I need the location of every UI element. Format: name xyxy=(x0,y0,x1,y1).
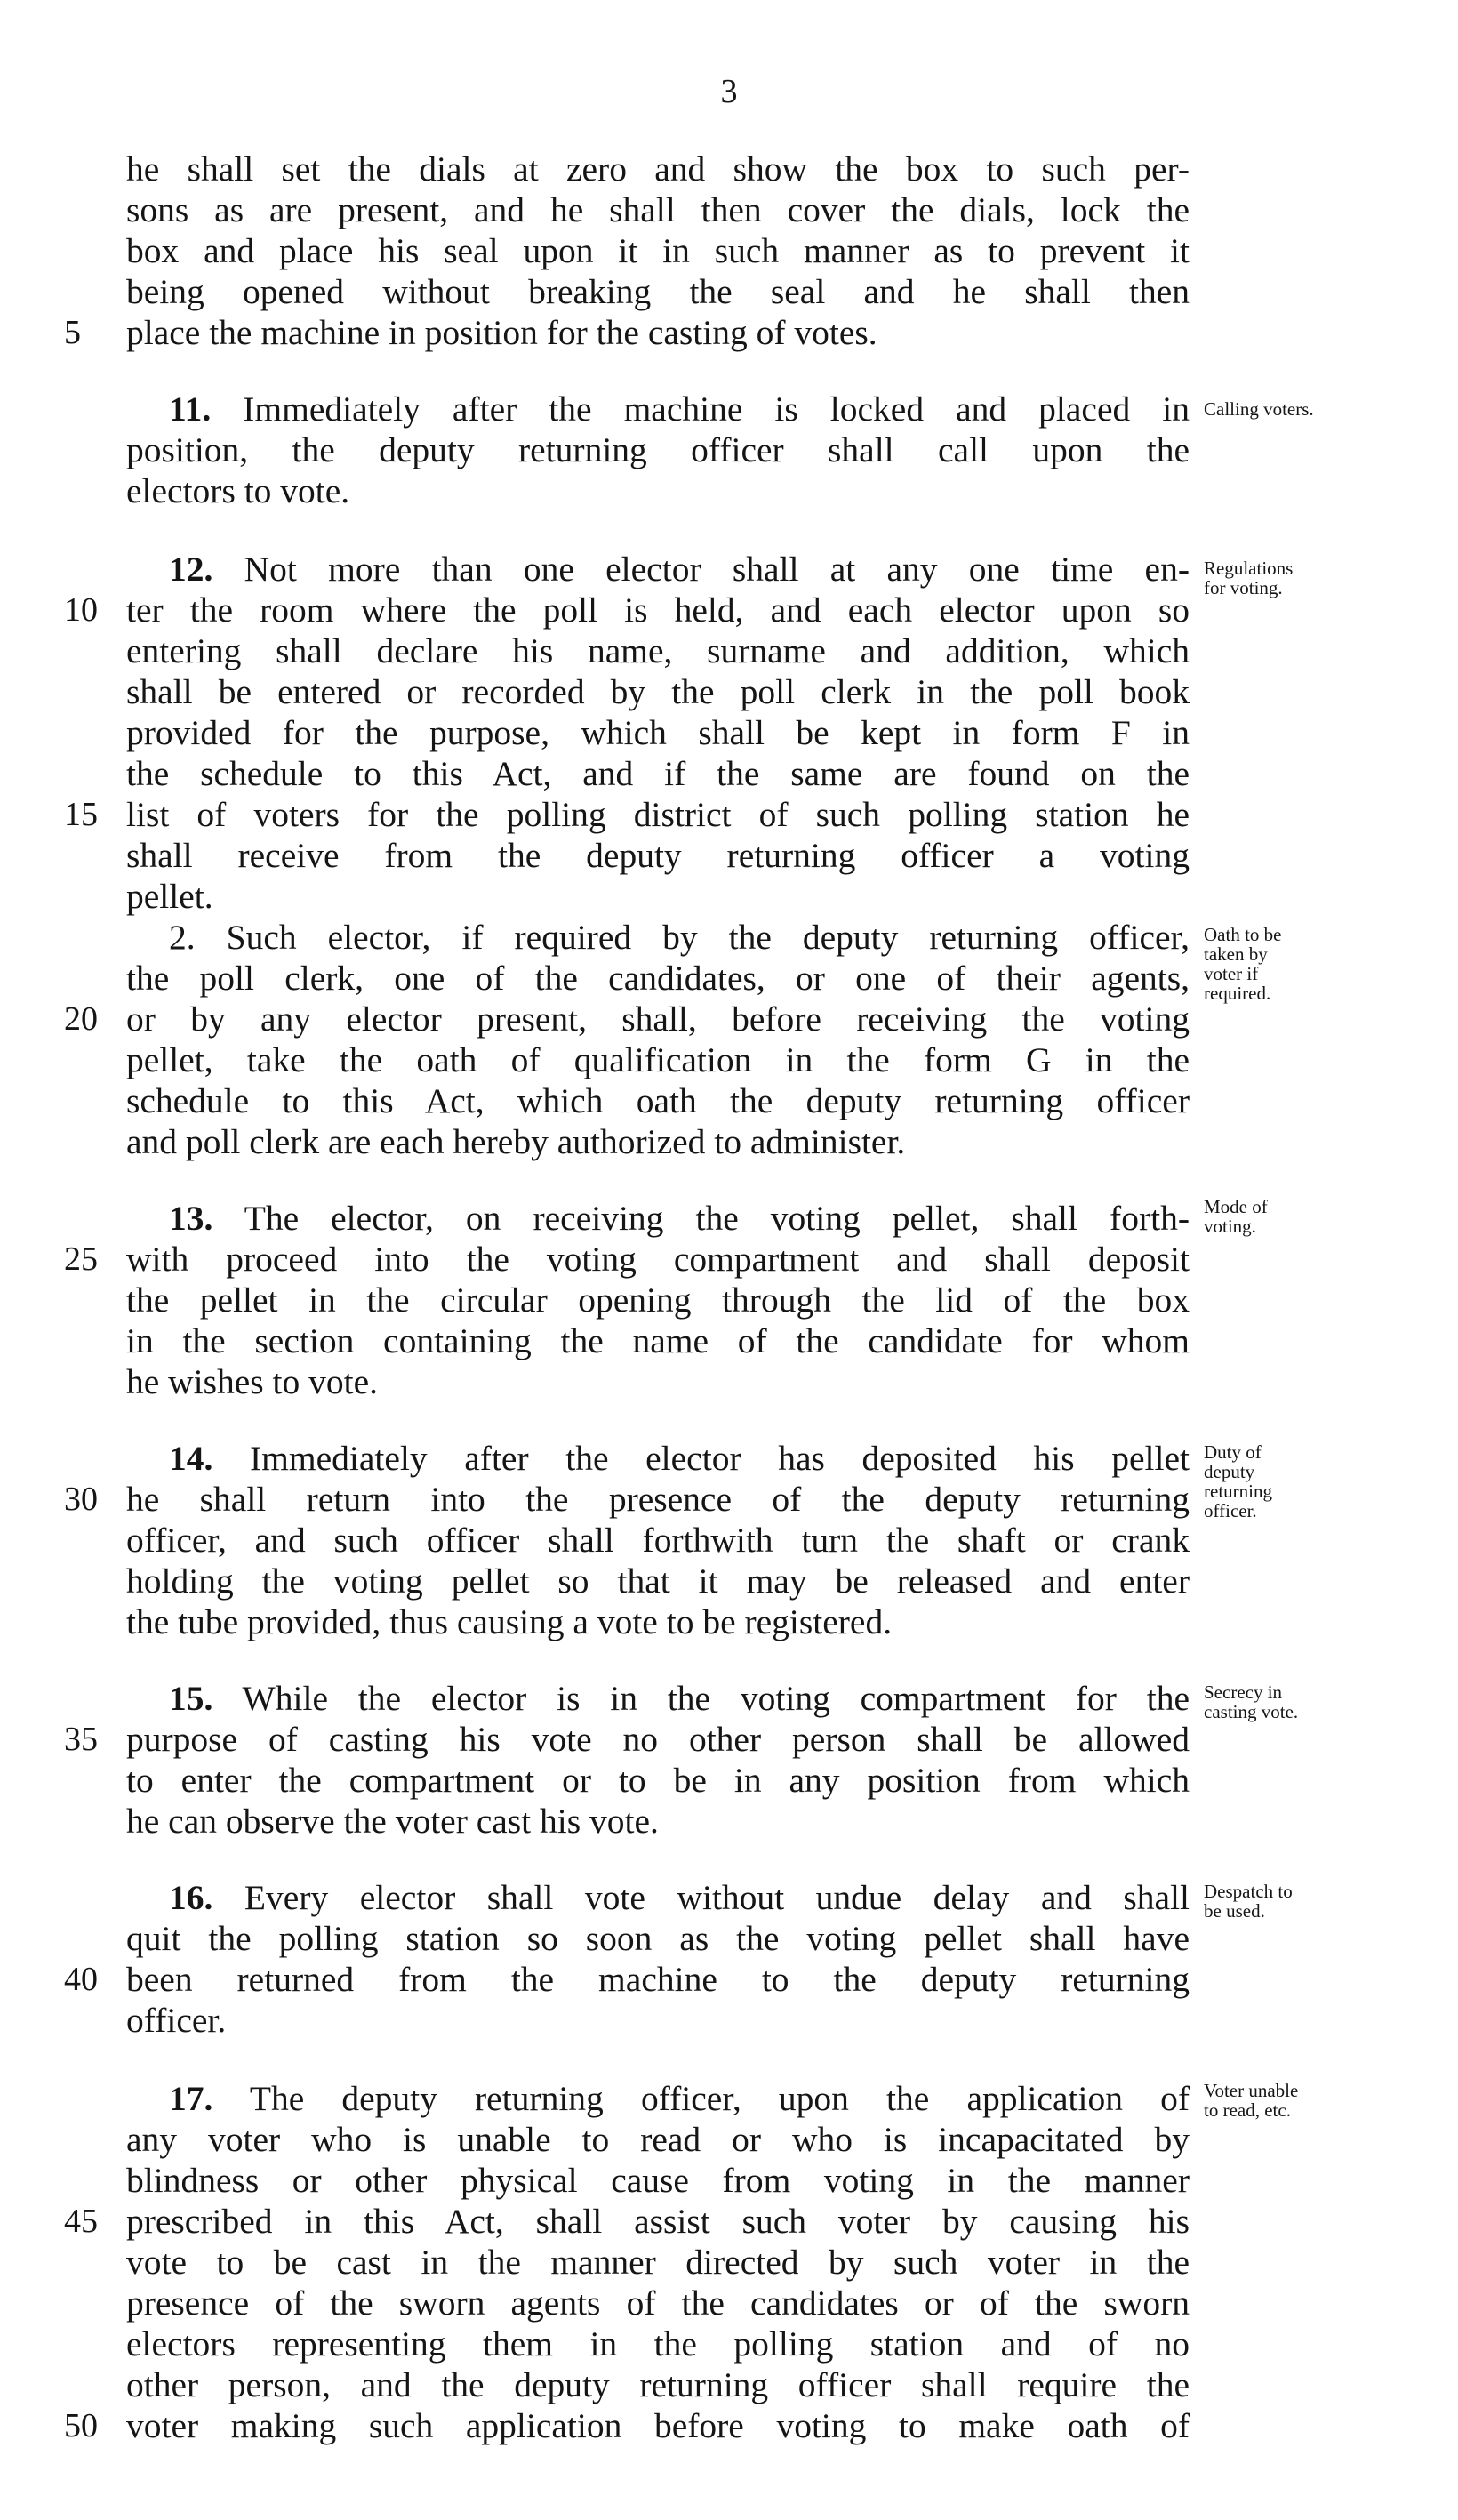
margin-note-line: taken by xyxy=(1204,943,1268,965)
text-line: While the elector is in the voting compartment for the xyxy=(242,1679,1190,1718)
line-number: 15 xyxy=(64,796,98,833)
text-line: Every elector shall vote without undue delay and shall xyxy=(244,1878,1190,1917)
text-line: any voter who is unable to read or who is incapacitated by xyxy=(126,2120,1190,2159)
text-line: holding the voting pellet so that it may be released and enter xyxy=(126,1561,1190,1601)
text-line: other person, and the deputy returning officer shall require the xyxy=(126,2365,1190,2404)
text-line: shall be entered or recorded by the poll clerk in the poll book xyxy=(126,672,1190,711)
text-line: to enter the compartment or to be in any position from which xyxy=(126,1761,1190,1800)
margin-note-line: casting vote. xyxy=(1204,1701,1299,1722)
text-line: Immediately after the machine is locked and placed in xyxy=(243,389,1190,429)
text-line: the tube provided, thus causing a vote to be registered. xyxy=(126,1602,893,1641)
text-line: being opened without breaking the seal and he shall then xyxy=(126,272,1190,311)
line-number: 30 xyxy=(64,1481,98,1518)
line-number: 25 xyxy=(64,1240,98,1278)
text-line: he shall set the dials at zero and show the box to such per- xyxy=(126,149,1190,189)
text-line: or by any elector present, shall, before receiving the voting xyxy=(126,999,1190,1039)
text-line: box and place his seal upon it in such manner as to prevent it xyxy=(126,231,1190,270)
margin-note-secrecy xyxy=(1204,1682,1453,1721)
line-number: 20 xyxy=(64,1000,98,1038)
section-number: 12. xyxy=(169,550,213,589)
text-line: The deputy returning officer, upon the application of xyxy=(249,2079,1190,2118)
section-13-first-line xyxy=(169,1199,1190,1239)
section-number: 14. xyxy=(169,1439,213,1478)
text-line: voter making such application before voting to make oath of xyxy=(126,2406,1190,2445)
text-line: list of voters for the polling district of such polling station he xyxy=(126,795,1190,834)
line-number: 5 xyxy=(64,314,81,351)
text-line: purpose of casting his vote no other person shall be allowed xyxy=(126,1720,1190,1759)
margin-note-line: to read, etc. xyxy=(1204,2099,1291,2121)
text-line: sons as are present, and he shall then cover the dials, lock the xyxy=(126,190,1190,229)
margin-note-line: required. xyxy=(1204,983,1271,1004)
text-line: prescribed in this Act, shall assist such voter by causing his xyxy=(126,2202,1190,2241)
margin-note-despatch xyxy=(1204,1882,1453,1921)
line-number: 50 xyxy=(64,2407,98,2444)
margin-note-line: voting. xyxy=(1204,1216,1256,1237)
text-line: he shall return into the presence of the deputy returning xyxy=(126,1480,1190,1519)
text-line: officer. xyxy=(126,2001,227,2040)
text-line: officer, and such officer shall forthwith turn the shaft or crank xyxy=(126,1521,1190,1560)
text-line: vote to be cast in the manner directed by such voter in the xyxy=(126,2243,1190,2282)
text-line: place the machine in position for the casting of votes. xyxy=(126,313,877,352)
text-line: the poll clerk, one of the candidates, or one of their agents, xyxy=(126,959,1190,998)
margin-note-line: deputy xyxy=(1204,1461,1255,1482)
section-number: 17. xyxy=(169,2079,213,2118)
margin-note-line: Despatch to xyxy=(1204,1881,1293,1902)
text-line: Immediately after the elector has deposited his pellet xyxy=(250,1439,1190,1478)
text-line: schedule to this Act, which oath the deputy returning officer xyxy=(126,1081,1190,1120)
section-17-first-line xyxy=(169,2079,1190,2119)
margin-note-line: be used. xyxy=(1204,1900,1265,1922)
section-number: 13. xyxy=(169,1199,213,1238)
section-11-first-line xyxy=(169,389,1190,429)
text-line: electors to vote. xyxy=(126,471,350,510)
text-line: and poll clerk are each hereby authorized to administer. xyxy=(126,1122,906,1161)
margin-note-line: returning xyxy=(1204,1481,1272,1502)
text-line: with proceed into the voting compartment and shall deposit xyxy=(126,1240,1190,1279)
text-line: electors representing them in the polling station and of no xyxy=(126,2324,1190,2364)
margin-note-mode-of-voting xyxy=(1204,1197,1453,1236)
text-line: he wishes to vote. xyxy=(126,1362,379,1401)
margin-note-line: Mode of xyxy=(1204,1196,1268,1217)
text-line: ter the room where the poll is held, and each elector upon so xyxy=(126,590,1190,630)
margin-note-line: Duty of xyxy=(1204,1441,1262,1463)
margin-note-calling-voters xyxy=(1204,399,1453,419)
margin-note-line: Voter unable xyxy=(1204,2080,1299,2101)
text-line: the schedule to this Act, and if the same are found on the xyxy=(126,754,1190,793)
margin-note-line: Regulations xyxy=(1204,558,1294,579)
text-line: pellet, take the oath of qualification in the form G in the xyxy=(126,1040,1190,1079)
text-line: shall receive from the deputy returning officer a voting xyxy=(126,836,1190,875)
text-line: 2. Such elector, if required by the deputy returning officer, xyxy=(169,918,1190,957)
margin-note-line: voter if xyxy=(1204,963,1259,984)
text-line: been returned from the machine to the deputy returning xyxy=(126,1960,1190,1999)
text-line: position, the deputy returning officer shall call upon the xyxy=(126,430,1190,469)
text-line: he can observe the voter cast his vote. xyxy=(126,1802,659,1841)
line-number: 40 xyxy=(64,1961,98,1998)
text-line: The elector, on receiving the voting pellet, shall forth- xyxy=(244,1199,1190,1238)
margin-note-voter-unable xyxy=(1204,2081,1453,2120)
margin-note-regulations-for-voting xyxy=(1204,558,1453,598)
text-line: blindness or other physical cause from voting in the manner xyxy=(126,2161,1190,2200)
text-line: presence of the sworn agents of the candidates or of the sworn xyxy=(126,2283,1190,2323)
margin-note-oath xyxy=(1204,925,1453,1003)
text-line: the pellet in the circular opening through the lid of the box xyxy=(126,1280,1190,1320)
section-14-first-line xyxy=(169,1439,1190,1479)
margin-note-line: officer. xyxy=(1204,1500,1257,1521)
margin-note-line: Calling voters. xyxy=(1204,398,1314,420)
text-line: provided for the purpose, which shall be kept in form F in xyxy=(126,713,1190,752)
line-number: 35 xyxy=(64,1721,98,1758)
text-line: quit the polling station so soon as the voting pellet shall have xyxy=(126,1919,1190,1958)
margin-note-line: for voting. xyxy=(1204,577,1283,598)
text-line: Not more than one elector shall at any one time en- xyxy=(244,550,1190,589)
section-12-first-line xyxy=(169,550,1190,590)
text-line: in the section containing the name of the candidate for whom xyxy=(126,1321,1190,1360)
section-number: 16. xyxy=(169,1878,213,1917)
text-line: pellet. xyxy=(126,877,213,916)
margin-note-line: Oath to be xyxy=(1204,924,1282,945)
section-15-first-line xyxy=(169,1679,1190,1719)
line-number: 45 xyxy=(64,2203,98,2240)
section-number: 11. xyxy=(169,389,212,429)
page-number: 3 xyxy=(720,73,738,110)
margin-note-duty-of-deputy xyxy=(1204,1442,1453,1521)
section-number: 15. xyxy=(169,1679,213,1718)
line-number: 10 xyxy=(64,591,98,629)
margin-note-line: Secrecy in xyxy=(1204,1681,1283,1703)
text-line: entering shall declare his name, surname and addition, which xyxy=(126,631,1190,670)
section-16-first-line xyxy=(169,1878,1190,1918)
